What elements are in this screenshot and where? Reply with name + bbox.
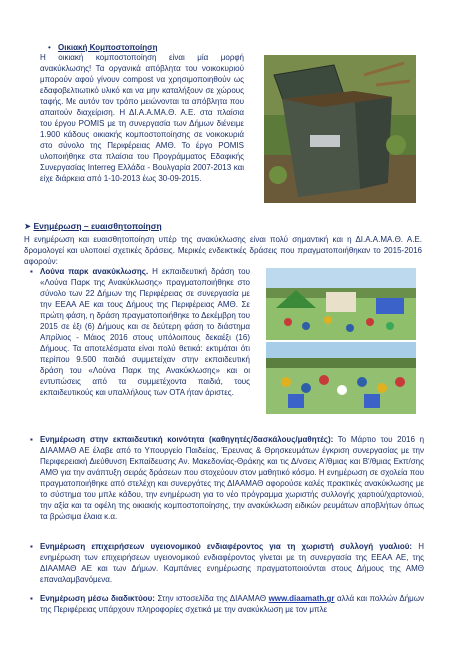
list-item-title: Ενημέρωση μέσω διαδικτύου: (40, 594, 155, 603)
list-item-body-continued: αλλά και πολλών Δήμων της Περιφέρειας υπάρχουν πληροφορίες σχετικά με την ανακύκλωση με τον μπλε (40, 594, 425, 614)
list-item-body: Στην ιστοσελίδα της ΔΙΑΑΜΑΘ (154, 594, 269, 603)
list-item-body: Η εκπαιδευτική δράση του «Λούνα Παρκ της Ανακύκλωσης» πραγματοποιήθηκε στο σύνολο των 22 Δήμων της Περιφέρειας σε συνεργασία με την ΕΕΑΑ ΑΕ και τους Δήμους της Περιφέρειας ΑΜΘ. Σε πρώτη φάση, η δράση πραγματοποιήθηκε το Δεκέμβρη του 2015 σε έξι (6) Δήμους και σε δεύτερη φάση το διάστημα Απρίλιος - Μάιος 2016 στους υπόλοιπους δεκαέξι (16) Δήμους. Τα αποτελέσματα είναι πολύ θετικά: εκτιμάται ότι περίπου 9.500 παιδιά συμμετείχαν στην εκπαιδευτική δράση του «Λούνα Παρκ της Ανακύκλωσης» και οι εντυπώσεις από τα συμμετέχοντα παιδιά, τους εκπαιδευτικούς και υπαλλήλους των ΟΤΑ ήταν άριστες. (40, 267, 250, 397)
square-bullet-icon: ▪ (30, 267, 33, 276)
square-bullet-icon: ▪ (30, 542, 33, 551)
website-link[interactable]: www.diaamath.gr (268, 594, 335, 603)
list-item-title: Ενημέρωση στην εκπαιδευτική κοινότητα (καθηγητές/δασκάλους/μαθητές): (40, 435, 334, 444)
recycling-park-photo (266, 342, 416, 414)
list-item (40, 541, 424, 585)
recycling-park-photo (266, 268, 416, 340)
list-item (40, 266, 250, 398)
square-bullet-icon: ▪ (30, 594, 33, 603)
square-bullet-icon: ▪ (30, 435, 33, 444)
arrow-icon: ➤ (24, 221, 32, 231)
list-item-body: Το Μάρτιο του 2016 η ΔΙΑΑΜΑΘ ΑΕ έλαβε από το Υπουργείο Παιδείας, Έρευνας & Θρησκευμάτων έγκριση συνεργασίας με την Περιφερειακή Διεύθυνση Εκπαίδευσης Αν. Μακεδονίας-Θράκης και τις Δ/νσεις Α'/θμιας και Β'/θμιας Εκπ/σης ΑΜΘ για την ανάπτυξη σειράς δράσεων που στοχεύουν στον μαθητικό κόσμο. Η ενημέρωση σε σχολεία που πραγματοποιήθηκε από στελέχη και συνεργάτες της ΔΙΑΑΜΑΘ αφορούσε καλές πρακτικές ανακύκλωσης με το σύστημα του μπλε κάδου, την ενημέρωση για το νέο πρόγραμμα χωριστής συλλογής χαρτιού/χαρτονιού, την αξία και τα οφέλη της οικιακής κομποστοποίησης, την ανακύκλωση ειδικών ρευμάτων αποβλήτων όπως τα βρώσιμα έλαια κ.α. (40, 435, 425, 521)
section-body-composting: Η οικιακή κομποστοποίηση είναι μία μορφή ανακύκλωσης! Τα οργανικά απόβλητα του νοικοκυριού μπορούν αφού γίνουν compost να χρησιμοποιηθούν ως εδαφοβελτιωτικό υλικό και να μην καταλήξουν σε χώρους ταφής. Με αυτόν τον τρόπο μειώνονται τα απόβλητα που απαιτούν διαχείριση. Η ΔΙ.Α.Α.ΜΑ.Θ. Α.Ε. στα πλαίσια του έργου POMIS με τη συνεργασία των Δήμων διένειμε 1.900 κάδους οικιακής κομποστοποίησης σε νοικοκυριά στο σύνολο της Περιφέρειας ΑΜΘ. Το έργο POMIS υλοποιήθηκε στα πλαίσια του Προγράμματος Εδαφικής Συνεργασίας Interreg Ελλάδα - Βουλγαρία 2007-2013 και είχε διάρκεια από 1-10-2013 έως 30-09-2015. (40, 53, 244, 183)
list-item-title: Λούνα παρκ ανακύκλωσης. (40, 267, 149, 276)
list-item-title: Ενημέρωση επιχειρήσεων υγειονομικού ενδιαφέροντος για τη χωριστή συλλογή γυαλιού: (40, 542, 413, 551)
section-intro-awareness: Η ενημέρωση και ευαισθητοποίηση υπέρ της ανακύκλωσης είναι πολύ σημαντική και η ΔΙ.Α.Α.ΜΑ.Θ. Α.Ε. δρομολογεί και υλοποιεί σχετικές δράσεις. Μερικές ενδεικτικές δράσεις που πραγματοποιήθηκαν το 2015-2016 αφορούν: (24, 235, 422, 266)
list-item-body: Η ενημέρωση των επιχειρήσεων υγειονομικού ενδιαφέροντος γίνεται με τη συνεργασία της ΕΕΑΑ ΑΕ, της ΔΙΑΑΜΑΘ ΑΕ και των Δήμων. Καμπάνιες ενημέρωσης πραγματοποιούνται στους Δήμους της ΑΜΘ επαναλαμβανόμενα. (40, 542, 425, 584)
section-header-awareness (24, 221, 162, 232)
list-item (40, 593, 424, 615)
section-title-awareness: Ενημέρωση – ευαισθητοποίηση (33, 221, 162, 231)
list-item (40, 434, 424, 522)
bullet-marker: • (48, 43, 51, 52)
compost-bin-photo (264, 55, 416, 203)
section-title-composting: Οικιακή Κομποστοποίηση (58, 43, 158, 52)
